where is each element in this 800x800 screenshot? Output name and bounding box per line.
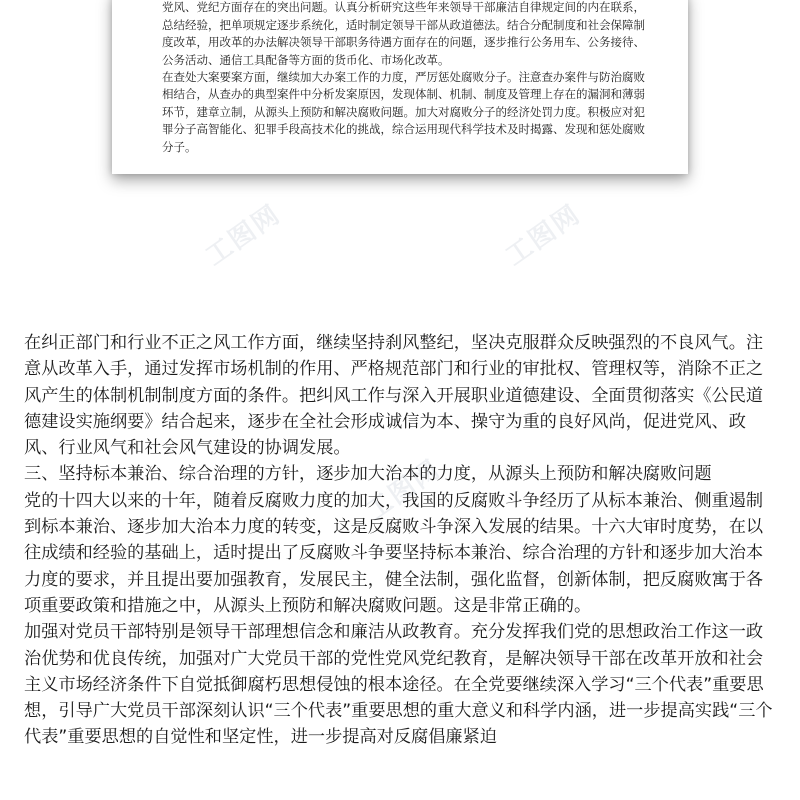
watermark-3: 工图网 (360, 454, 447, 527)
excerpt-paragraph-2: 党风、党纪方面存在的突出问题。认真分析研究这些年来领导干部廉洁自律规定间的内在联系，总结经验，把单项规定逐步系统化，适时制定领导干部从政道德法。结合分配制度和社会保障制度改革，用改革的办法解决领导干部职务待遇方面存在的问题，逐步推行公务用车、公务接待、公务活动、通信工具配备等方面的货币化、市场化改革。 (162, 0, 645, 67)
section-heading-3: 三、坚持标本兼治、综合治理的方针，逐步加大治本的力度，从源头上预防和解决腐败问题 (24, 464, 712, 485)
excerpt-image-card (112, 0, 688, 174)
document-body (24, 330, 780, 751)
body-paragraph-2: 党的十四大以来的十年，随着反腐败力度的加大，我国的反腐败斗争经历了从标本兼治、侧重遏制到标本兼治、逐步加大治本力度的转变，这是反腐败斗争深入发展的结果。十六大审时度势，在以往成绩和经验的基础上，适时提出了反腐败斗争要坚持标本兼治、综合治理的方针和逐步加大治本力度的要求，并且提出要加强教育，发展民主，健全法制，强化监督，创新体制，把反腐败寓于各项重要政策和措施之中，从源头上预防和解决腐败问题。这是非常正确的。 (24, 490, 764, 616)
excerpt-text (162, 0, 646, 156)
body-paragraph-1: 在纠正部门和行业不正之风工作方面，继续坚持刹风整纪，坚决克服群众反映强烈的不良风气。注意从改革入手，通过发挥市场机制的作用、严格规范部门和行业的审批权、管理权等，消除不正之风产生的体制机制制度方面的条件。把纠风工作与深入开展职业道德建设、全面贯彻落实《公民道德建设实施纲要》结合起来，逐步在全社会形成诚信为本、操守为重的良好风尚，促进党风、政风、行业风气和社会风气建设的协调发展。 (24, 333, 764, 459)
excerpt-paragraph-3: 在查处大案要案方面，继续加大办案工作的力度，严厉惩处腐败分子。注意查办案件与防治腐败相结合，从查办的典型案件中分析发案原因，发现体制、机制、制度及管理上存在的漏洞和薄弱环节，建章立制，从源头上预防和解决腐败问题。加大对腐败分子的经济处罚力度。积极应对犯罪分子高智能化、犯罪手段高技术化的挑战，综合运用现代科学技术及时揭露、发现和惩处腐败分子。 (162, 70, 645, 154)
watermark-1: 工图网 (200, 199, 287, 272)
body-paragraph-3: 加强对党员干部特别是领导干部理想信念和廉洁从政教育。充分发挥我们党的思想政治工作这一政治优势和优良传统，加强对广大党员干部的党性党风党纪教育，是解决领导干部在改革开放和社会主义市场经济条件下自觉抵御腐朽思想侵蚀的根本途径。在全党要继续深入学习“三个代表”重要思想，引导广大党员干部深刻认识“三个代表”重要思想的重大意义和科学内涵，进一步提高实践“三个代表”重要思想的自觉性和坚定性，进一步提高对反腐倡廉紧迫 (24, 622, 773, 748)
watermark-2: 工图网 (500, 199, 587, 272)
